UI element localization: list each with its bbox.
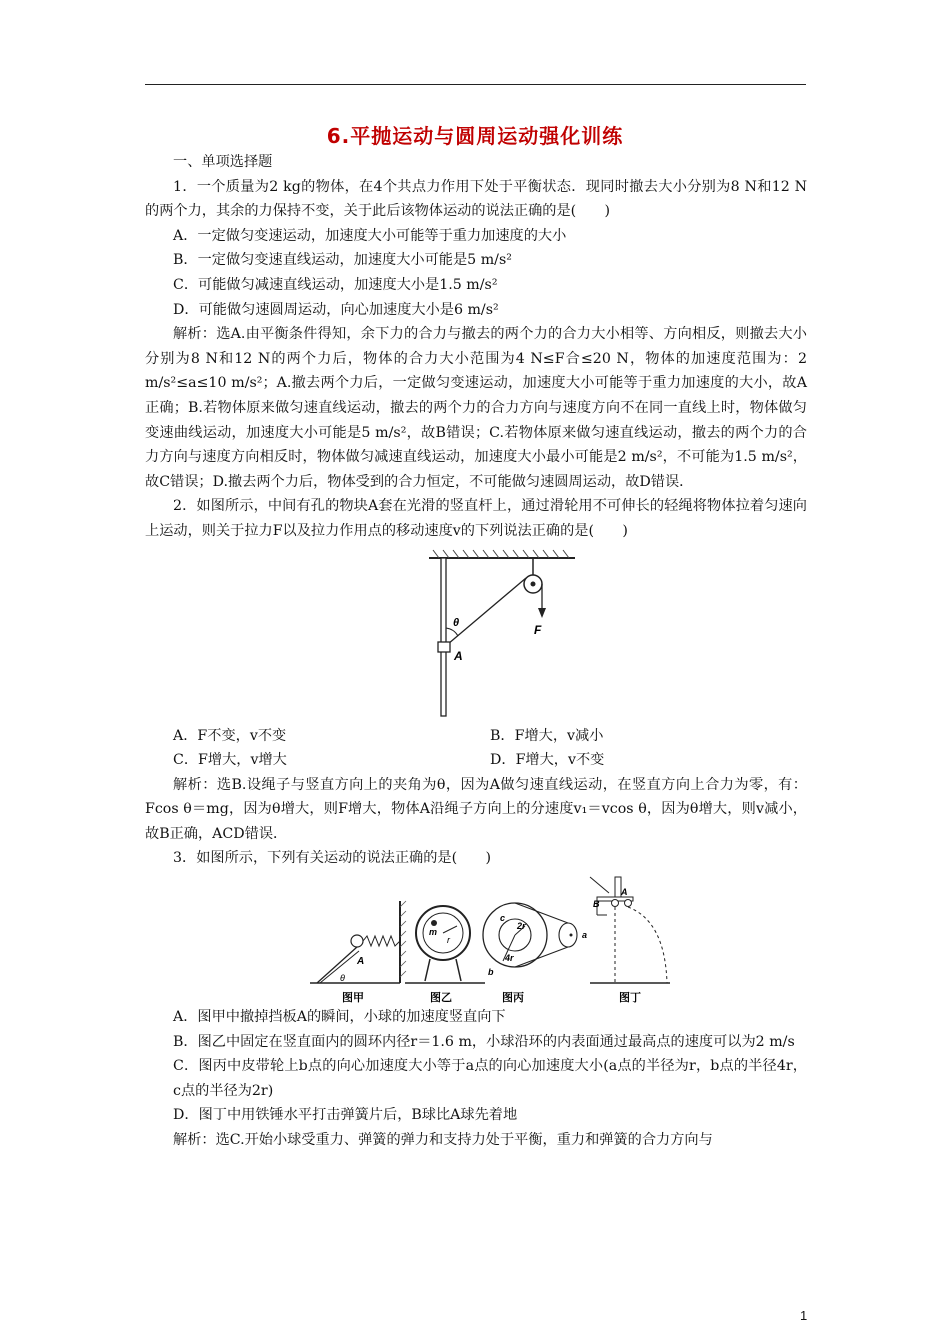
pulley-diagram <box>145 544 807 724</box>
q2-analysis: 解析：选B.设绳子与竖直方向上的夹角为θ，因为A做匀速直线运动，在竖直方向上合力为零，有：Fcos θ＝mg，因为θ增大，则F增大，物体A沿绳子方向上的分速度v₁＝vcos θ，因为θ增大，则v减小，故B正确，ACD错误． <box>145 776 807 842</box>
bing-c-label: c <box>500 913 506 924</box>
rope-slanted <box>448 578 526 644</box>
force-label: F <box>534 622 542 637</box>
jia-angle-label: θ <box>340 973 345 984</box>
figure-yi <box>405 906 485 1004</box>
q3-option-b: B．图乙中固定在竖直面内的圆环内径r＝1.6 m，小球沿环的内表面通过最高点的速度可以为2 m/s <box>173 1033 795 1050</box>
page-number: 1 <box>800 1308 808 1323</box>
q1-option-d: D．可能做匀速圆周运动，向心加速度大小是6 m/s² <box>173 301 499 318</box>
q2-stem: 2．如图所示，中间有孔的物块A套在光滑的竖直杆上，通过滑轮用不可伸长的轻绳将物体拉着匀速向上运动，则关于拉力F以及拉力作用点的移动速度v的下列说法正确的是( ) <box>145 498 807 539</box>
caption-bing: 图丙 <box>502 992 524 1005</box>
block-a <box>438 642 450 652</box>
ceiling-hatch <box>433 550 569 558</box>
force-arrow <box>538 608 546 618</box>
angle-arc <box>446 628 458 636</box>
caption-ding: 图丁 <box>619 992 641 1005</box>
figure-jia <box>310 901 406 1004</box>
q1-option-c: C．可能做匀减速直线运动，加速度大小是1.5 m/s² <box>173 276 498 293</box>
jia-block-label: A <box>357 956 365 968</box>
q1-analysis: 解析：选A.由平衡条件得知，余下力的合力与撤去的两个力的合力大小相等、方向相反，则撤去大小分别为8 N和12 N的两个力后，物体的合力大小范围为4 N≤F合≤20 N，物体的加速度范围为：2 m/s²≤a≤10 m/s²；A.撤去两个力后，一定做匀变速运动，加速度大小可能等于重力加速度的大小，故A正确；B.若物体原来做匀速直线运动，撤去的两个力的合力方向与速度方向不在同一直线上时，物体做匀变速曲线运动，加速度大小可能是5 m/s²，故B错误；C.若物体原来做匀速直线运动，撤去的两个力的合力方向与速度方向相反时，物体做匀减速直线运动，加速度大小最小可能是2 m/s²，不可能为1.5 m/s²，故C错误；D.撤去两个力后，物体受到的合力恒定，不可能做匀速圆周运动，故D错误． <box>145 326 807 490</box>
caption-yi: 图乙 <box>430 992 452 1005</box>
ding-b-label: B <box>593 899 600 910</box>
bing-b-label: b <box>488 967 494 978</box>
q2-options-row-2 <box>145 748 807 773</box>
q3-option-a: A．图甲中撤掉挡板A的瞬间，小球的加速度竖直向下 <box>173 1009 506 1026</box>
q3-analysis: 解析：选C.开始小球受重力、弹簧的弹力和支持力处于平衡，重力和弹簧的合力方向与 <box>173 1132 713 1149</box>
yi-m-label: m <box>429 927 438 938</box>
figure-ding <box>590 877 670 1004</box>
q1-stem: 1．一个质量为2 kg的物体，在4个共点力作用下处于平衡状态．现同时撤去大小分别为8 N和12 N的两个力，其余的力保持不变，关于此后该物体运动的说法正确的是( ) <box>145 178 807 220</box>
page-title: 6.平抛运动与圆周运动强化训练 <box>326 124 624 148</box>
bing-2r-label: 2r <box>517 921 526 932</box>
q3-stem: 3．如图所示，下列有关运动的说法正确的是( ) <box>173 850 492 867</box>
q3-option-c: C．图丙中皮带轮上b点的向心加速度大小等于a点的向心加速度大小(a点的半径为r，b点的半径4r，c点的半径为2r) <box>173 1058 807 1099</box>
header-rule <box>145 84 806 85</box>
q2-option-c: C．F增大，v增大 <box>173 752 287 769</box>
vertical-rod <box>441 558 446 716</box>
bing-4r-label: 4r <box>505 953 514 964</box>
q3-option-d: D．图丁中用铁锤水平打击弹簧片后，B球比A球先着地 <box>173 1107 518 1124</box>
q2-option-a: A．F不变，v不变 <box>173 727 287 744</box>
q1-option-b: B．一定做匀变速直线运动，加速度大小可能是5 m/s² <box>173 252 512 269</box>
q2-figure <box>145 544 807 724</box>
bing-a-label: a <box>582 930 588 941</box>
four-figures <box>145 871 807 1005</box>
q2-option-b: B．F增大，v减小 <box>490 727 604 744</box>
q3-figure <box>145 871 807 1005</box>
caption-jia: 图甲 <box>342 992 364 1005</box>
pulley-axle <box>531 581 536 586</box>
yi-r-label: r <box>447 935 450 946</box>
angle-label: θ <box>453 616 460 629</box>
document-body <box>145 150 807 1153</box>
block-label: A <box>454 648 463 663</box>
q2-option-d: D．F增大，v不变 <box>490 752 605 769</box>
figure-bing <box>483 903 587 1004</box>
ding-a-label: A <box>621 887 628 898</box>
q2-options-row-1 <box>145 724 807 749</box>
section-heading: 一、单项选择题 <box>173 154 273 170</box>
q1-option-a: A．一定做匀变速运动，加速度大小可能等于重力加速度的大小 <box>173 227 567 244</box>
